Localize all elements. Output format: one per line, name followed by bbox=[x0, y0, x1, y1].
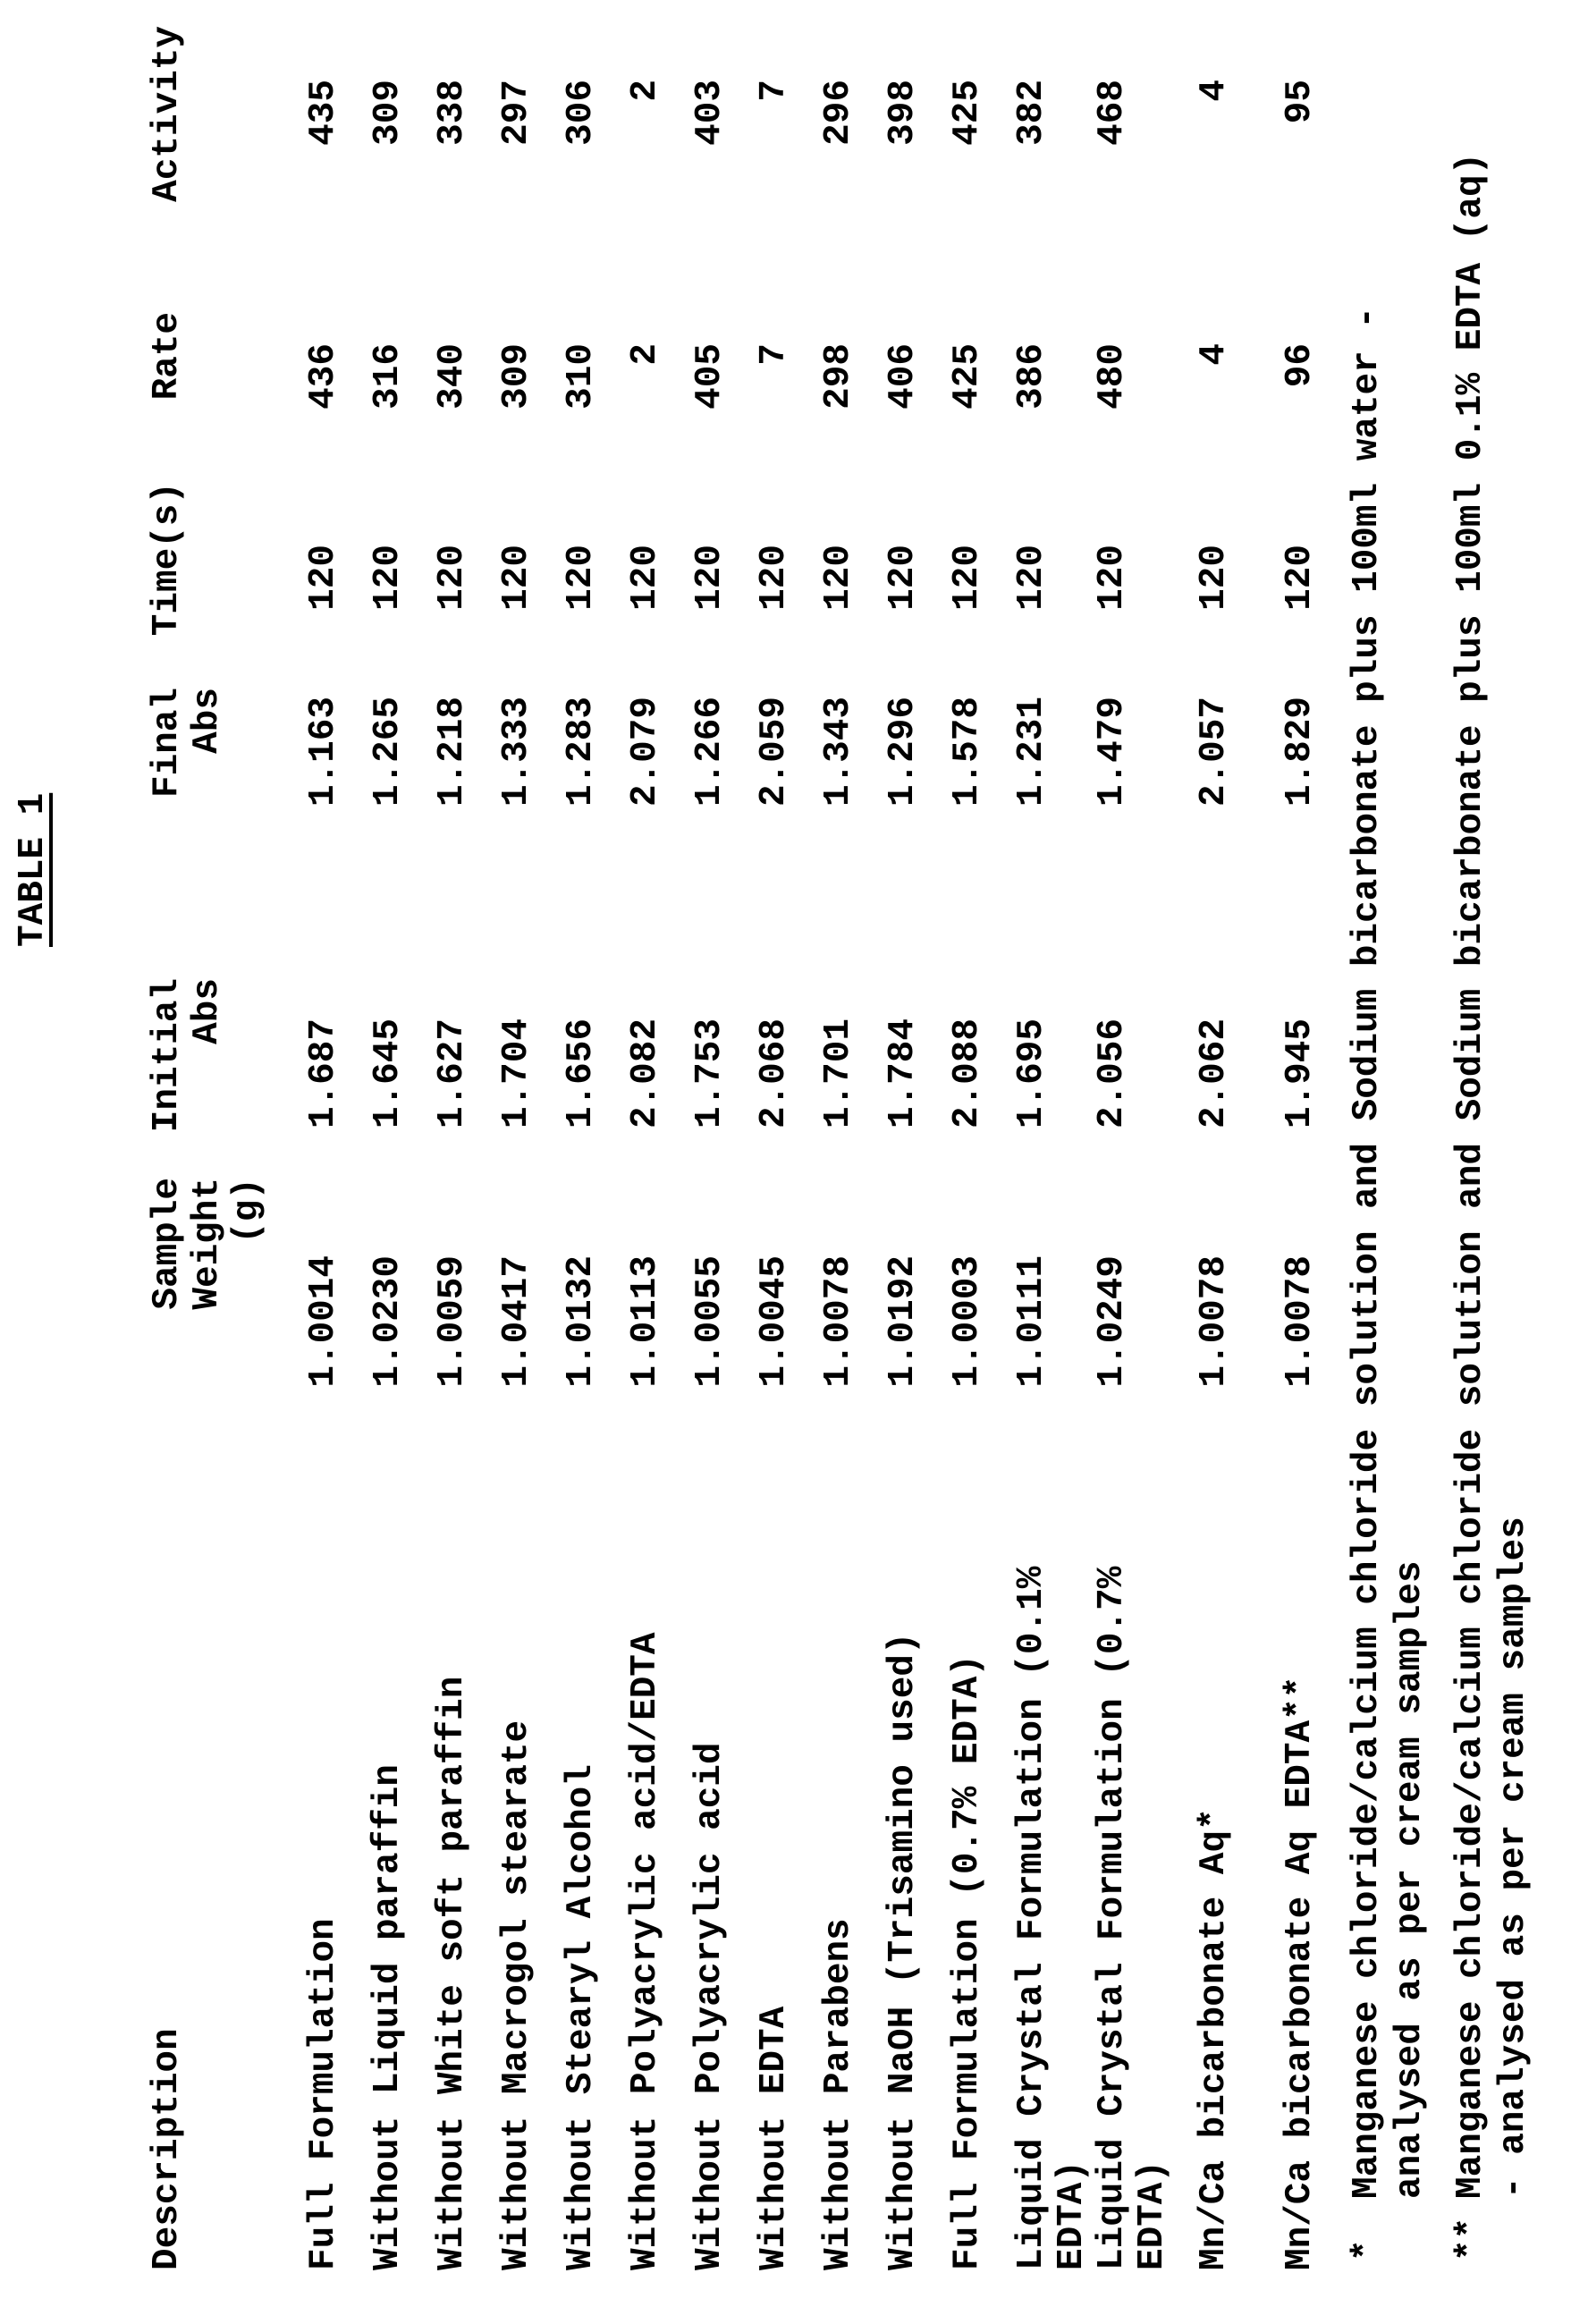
table-row bbox=[948, 17, 1012, 2270]
cell-description: Without White soft paraffin bbox=[432, 1676, 473, 2270]
cell-sample_weight_g: 1.0078 bbox=[1280, 1255, 1321, 1388]
cell-rate: 436 bbox=[303, 343, 344, 410]
cell-initial_abs: 2.088 bbox=[947, 1018, 988, 1129]
cell-time_s: 120 bbox=[1011, 545, 1052, 611]
table-row bbox=[562, 17, 626, 2270]
cell-final_abs: 1.163 bbox=[303, 697, 344, 807]
cell-activity: 296 bbox=[818, 80, 859, 146]
cell-description: Liquid Crystal Formulation (0.7% EDTA) bbox=[1092, 1566, 1173, 2270]
cell-time_s: 120 bbox=[1280, 545, 1321, 611]
column-header-line: (g) bbox=[227, 1178, 268, 1244]
cell-final_abs: 1.479 bbox=[1092, 697, 1133, 807]
cell-rate: 96 bbox=[1280, 343, 1321, 388]
cell-time_s: 120 bbox=[561, 545, 602, 611]
cell-time_s: 120 bbox=[818, 545, 859, 611]
cell-activity: 382 bbox=[1011, 80, 1052, 146]
cell-initial_abs: 1.687 bbox=[303, 1018, 344, 1129]
cell-rate: 316 bbox=[367, 343, 409, 410]
cell-rate: 480 bbox=[1092, 343, 1133, 410]
table-title: TABLE 1 bbox=[13, 792, 54, 947]
cell-sample_weight_g: 1.0045 bbox=[754, 1255, 795, 1388]
cell-activity: 398 bbox=[883, 80, 924, 146]
table-row bbox=[1280, 17, 1345, 2270]
cell-activity: 297 bbox=[496, 80, 537, 146]
cell-activity: 425 bbox=[947, 80, 988, 146]
cell-activity: 95 bbox=[1280, 80, 1321, 124]
table-row bbox=[368, 17, 433, 2270]
cell-initial_abs: 2.082 bbox=[625, 1018, 666, 1129]
cell-sample_weight_g: 1.0230 bbox=[367, 1255, 409, 1388]
footnote-marker: ** bbox=[1450, 2217, 1491, 2261]
cell-time_s: 120 bbox=[1194, 545, 1235, 611]
cell-activity: 309 bbox=[367, 80, 409, 146]
cell-time_s: 120 bbox=[947, 545, 988, 611]
table-row bbox=[690, 17, 755, 2270]
cell-rate: 406 bbox=[883, 343, 924, 410]
column-header-line: Abs bbox=[187, 688, 228, 754]
cell-time_s: 120 bbox=[625, 545, 666, 611]
cell-sample_weight_g: 1.0417 bbox=[496, 1255, 537, 1388]
cell-initial_abs: 1.753 bbox=[689, 1018, 731, 1129]
column-header-line: Rate bbox=[147, 312, 188, 401]
cell-time_s: 120 bbox=[1092, 545, 1133, 611]
cell-sample_weight_g: 1.0249 bbox=[1092, 1255, 1133, 1388]
column-header-initial_abs bbox=[148, 929, 304, 1170]
column-header-final_abs bbox=[148, 661, 304, 929]
table-body bbox=[304, 17, 1345, 2270]
table-row bbox=[755, 17, 819, 2270]
column-header-line: Time(s) bbox=[147, 482, 188, 637]
cell-sample_weight_g: 1.0059 bbox=[432, 1255, 473, 1388]
table-row bbox=[883, 17, 948, 2270]
cell-sample_weight_g: 1.0192 bbox=[883, 1255, 924, 1388]
table-row bbox=[819, 17, 883, 2270]
cell-initial_abs: 1.627 bbox=[432, 1018, 473, 1129]
cell-activity: 435 bbox=[303, 80, 344, 146]
table-row bbox=[1173, 17, 1280, 2270]
cell-rate: 386 bbox=[1011, 343, 1052, 410]
table-row bbox=[1012, 17, 1093, 2270]
cell-final_abs: 1.829 bbox=[1280, 697, 1321, 807]
cell-initial_abs: 1.704 bbox=[496, 1018, 537, 1129]
cell-sample_weight_g: 1.0055 bbox=[689, 1255, 731, 1388]
cell-initial_abs: 1.645 bbox=[367, 1018, 409, 1129]
cell-sample_weight_g: 1.0078 bbox=[1194, 1255, 1235, 1388]
cell-final_abs: 1.333 bbox=[496, 697, 537, 807]
footnote-text: Manganese chloride/calcium chloride solution and Sodium bicarbonate plus 100ml 0.1% EDTA (aq) - analysed as per cream samples bbox=[1450, 152, 1534, 2199]
footnote bbox=[1346, 44, 1432, 2261]
cell-description: Without Polyacrylic acid bbox=[689, 1742, 731, 2270]
cell-rate: 309 bbox=[496, 343, 537, 410]
column-header-activity bbox=[148, 17, 304, 303]
cell-time_s: 120 bbox=[689, 545, 731, 611]
cell-activity: 306 bbox=[561, 80, 602, 146]
cell-description: Without EDTA bbox=[754, 2006, 795, 2270]
cell-final_abs: 1.231 bbox=[1011, 697, 1052, 807]
table-row bbox=[1093, 17, 1173, 2270]
column-header-description bbox=[148, 1394, 304, 2270]
cell-activity: 403 bbox=[689, 80, 731, 146]
cell-initial_abs: 1.695 bbox=[1011, 1018, 1052, 1129]
cell-initial_abs: 2.062 bbox=[1194, 1018, 1235, 1129]
cell-description: Full Formulation bbox=[303, 1918, 344, 2270]
cell-description: Mn/Ca bicarbonate Aq EDTA** bbox=[1280, 1676, 1321, 2270]
cell-final_abs: 1.266 bbox=[689, 697, 731, 807]
cell-final_abs: 2.059 bbox=[754, 697, 795, 807]
cell-rate: 298 bbox=[818, 343, 859, 410]
column-header-line: Abs bbox=[187, 978, 228, 1044]
cell-activity: 338 bbox=[432, 80, 473, 146]
column-header-line: Sample bbox=[147, 1178, 188, 1310]
cell-final_abs: 2.057 bbox=[1194, 697, 1235, 807]
data-table bbox=[148, 17, 1345, 2270]
cell-description: Without Macrogol stearate bbox=[496, 1720, 537, 2270]
table-header bbox=[148, 17, 304, 2270]
cell-rate: 405 bbox=[689, 343, 731, 410]
column-header-rate bbox=[148, 303, 304, 473]
cell-rate: 310 bbox=[561, 343, 602, 410]
table-row bbox=[626, 17, 690, 2270]
column-header-line: Activity bbox=[147, 26, 188, 202]
cell-final_abs: 2.079 bbox=[625, 697, 666, 807]
column-header-line: Weight bbox=[187, 1178, 228, 1310]
footnotes bbox=[1346, 44, 1535, 2261]
table-header-row bbox=[148, 17, 304, 2270]
column-header-time_s bbox=[148, 473, 304, 661]
table-row bbox=[433, 17, 497, 2270]
cell-activity: 7 bbox=[754, 80, 795, 102]
cell-initial_abs: 1.945 bbox=[1280, 1018, 1321, 1129]
cell-sample_weight_g: 1.0003 bbox=[947, 1255, 988, 1388]
cell-sample_weight_g: 1.0078 bbox=[818, 1255, 859, 1388]
footnote bbox=[1449, 44, 1535, 2261]
cell-description: Without Polyacrylic acid/EDTA bbox=[625, 1632, 666, 2270]
cell-description: Without Stearyl Alcohol bbox=[561, 1764, 602, 2270]
column-header-line: Initial bbox=[147, 978, 188, 1133]
cell-sample_weight_g: 1.0132 bbox=[561, 1255, 602, 1388]
footnote-text: Manganese chloride/calcium chloride solution and Sodium bicarbonate plus 100ml water - analysed as per cream samples bbox=[1347, 307, 1431, 2199]
column-header-line: Description bbox=[147, 2028, 188, 2270]
cell-time_s: 120 bbox=[754, 545, 795, 611]
cell-final_abs: 1.218 bbox=[432, 697, 473, 807]
cell-description: Without Liquid paraffin bbox=[367, 1764, 409, 2270]
cell-time_s: 120 bbox=[496, 545, 537, 611]
cell-description: Mn/Ca bicarbonate Aq* bbox=[1194, 1808, 1235, 2270]
cell-activity: 468 bbox=[1092, 80, 1133, 146]
cell-final_abs: 1.343 bbox=[818, 697, 859, 807]
cell-sample_weight_g: 1.0014 bbox=[303, 1255, 344, 1388]
cell-activity: 2 bbox=[625, 80, 666, 102]
cell-rate: 340 bbox=[432, 343, 473, 410]
cell-rate: 425 bbox=[947, 343, 988, 410]
cell-initial_abs: 1.656 bbox=[561, 1018, 602, 1129]
cell-description: Full Formulation (0.7% EDTA) bbox=[947, 1654, 988, 2270]
cell-rate: 7 bbox=[754, 343, 795, 366]
cell-description: Without NaOH (Trisamino used) bbox=[883, 1632, 924, 2270]
cell-initial_abs: 2.068 bbox=[754, 1018, 795, 1129]
cell-rate: 2 bbox=[625, 343, 666, 366]
table-row bbox=[497, 17, 562, 2270]
cell-time_s: 120 bbox=[303, 545, 344, 611]
cell-sample_weight_g: 1.0111 bbox=[1011, 1255, 1052, 1388]
cell-sample_weight_g: 1.0113 bbox=[625, 1255, 666, 1388]
footnote-marker: * bbox=[1347, 2239, 1388, 2261]
column-header-line: Final bbox=[147, 688, 188, 799]
cell-initial_abs: 1.701 bbox=[818, 1018, 859, 1129]
table-row bbox=[304, 17, 368, 2270]
cell-final_abs: 1.578 bbox=[947, 697, 988, 807]
cell-final_abs: 1.296 bbox=[883, 697, 924, 807]
cell-description: Without Parabens bbox=[818, 1918, 859, 2270]
cell-activity: 4 bbox=[1194, 80, 1235, 102]
cell-rate: 4 bbox=[1194, 343, 1235, 366]
cell-initial_abs: 1.784 bbox=[883, 1018, 924, 1129]
cell-time_s: 120 bbox=[883, 545, 924, 611]
column-header-sample_weight_g bbox=[148, 1170, 304, 1394]
cell-final_abs: 1.283 bbox=[561, 697, 602, 807]
cell-time_s: 120 bbox=[432, 545, 473, 611]
cell-initial_abs: 2.056 bbox=[1092, 1018, 1133, 1129]
cell-time_s: 120 bbox=[367, 545, 409, 611]
cell-final_abs: 1.265 bbox=[367, 697, 409, 807]
cell-description: Liquid Crystal Formulation (0.1% EDTA) bbox=[1011, 1566, 1093, 2270]
